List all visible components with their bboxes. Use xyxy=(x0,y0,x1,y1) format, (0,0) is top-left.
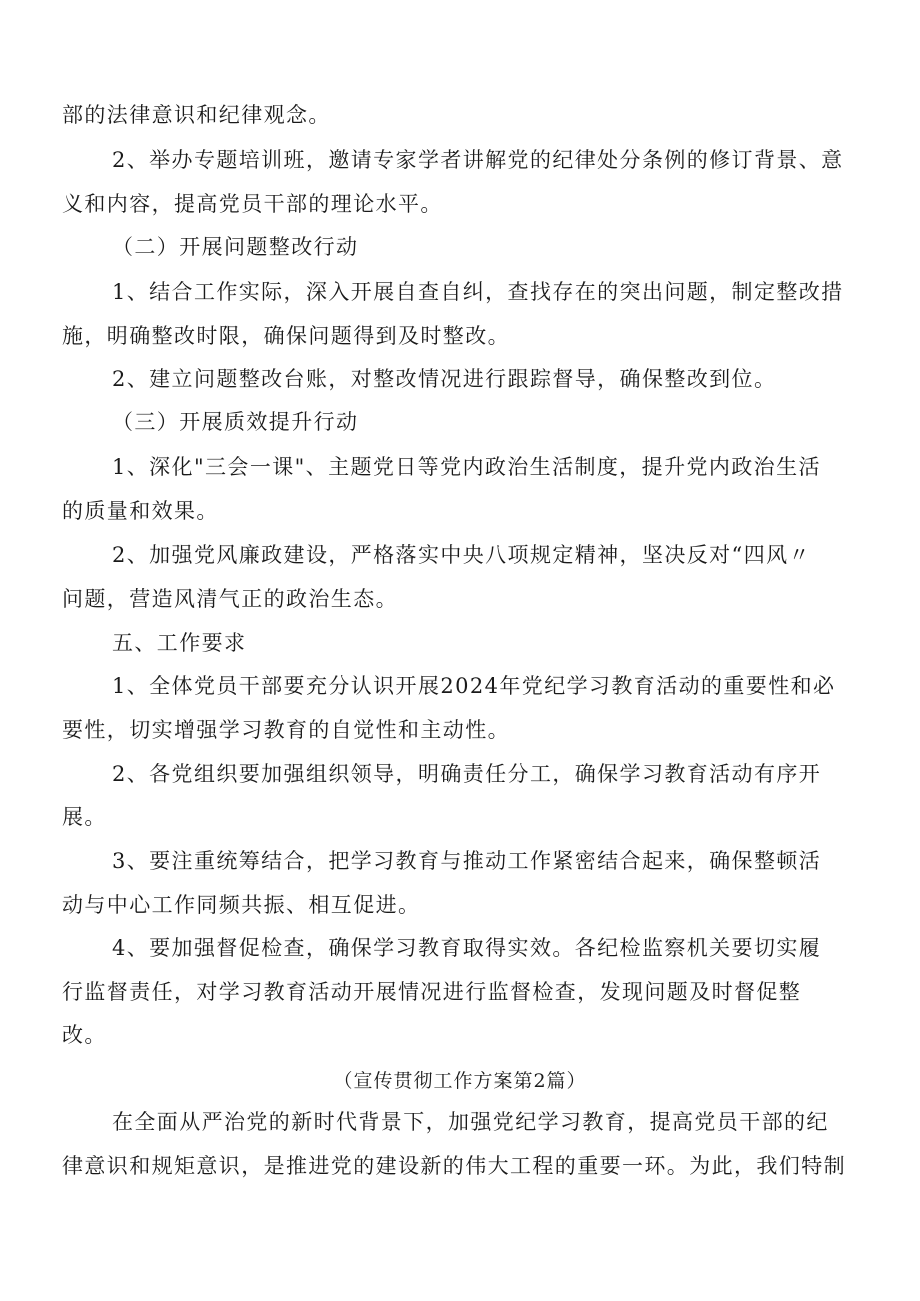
paragraph-line: 1、深化"三会一课"、主题党日等党内政治生活制度，提升党内政治生活 xyxy=(112,455,821,479)
paragraph-line: 改。 xyxy=(62,1023,107,1047)
paragraph-line: 1、结合工作实际，深入开展自查自纠，查找存在的突出问题，制定整改措 xyxy=(112,280,844,304)
paragraph-line: 2、加强党风廉政建设，严格落实中央八项规定精神，坚决反对“四风〃 xyxy=(112,543,811,567)
paragraph-line: 行监督责任，对学习教育活动开展情况进行监督检查，发现问题及时督促整 xyxy=(62,980,802,1004)
paragraph-line: 要性，切实增强学习教育的自觉性和主动性。 xyxy=(62,718,510,742)
paragraph-line: 施，明确整改时限，确保问题得到及时整改。 xyxy=(62,324,510,348)
section-heading: 五、工作要求 xyxy=(112,631,247,655)
paragraph-line: 在全面从严治党的新时代背景下，加强党纪学习教育，提高党员干部的纪 xyxy=(112,1110,829,1134)
paragraph-line: 部的法律意识和纪律观念。 xyxy=(62,103,331,127)
section-heading: （二）开展问题整改行动 xyxy=(112,235,359,259)
article-title: （宣传贯彻工作方案第2篇） xyxy=(333,1070,587,1092)
paragraph-line: 义和内容，提高党员干部的理论水平。 xyxy=(62,192,443,216)
paragraph-line: 的质量和效果。 xyxy=(62,499,219,523)
paragraph-line: 展。 xyxy=(62,805,107,829)
paragraph-line: 1、全体党员干部要充分认识开展2024年党纪学习教育活动的重要性和必 xyxy=(112,674,836,698)
paragraph-line: 2、各党组织要加强组织领导，明确责任分工，确保学习教育活动有序开 xyxy=(112,762,822,786)
paragraph-line: 律意识和规矩意识，是推进党的建设新的伟大工程的重要一环。为此，我们特制 xyxy=(62,1154,846,1178)
paragraph-line: 4、要加强督促检查，确保学习教育取得实效。各纪检监察机关要切实履 xyxy=(112,936,822,960)
paragraph-line: 3、要注重统筹结合，把学习教育与推动工作紧密结合起来，确保整顿活 xyxy=(112,849,822,873)
paragraph-line: 问题，营造风清气正的政治生态。 xyxy=(62,587,398,611)
paragraph-line: 2、建立问题整改台账，对整改情况进行跟踪督导，确保整改到位。 xyxy=(112,367,777,391)
paragraph-line: 动与中心工作同频共振、相互促进。 xyxy=(62,893,421,917)
section-heading: （三）开展质效提升行动 xyxy=(112,410,359,434)
paragraph-line: 2、举办专题培训班，邀请专家学者讲解党的纪律处分条例的修订背景、意 xyxy=(112,148,844,172)
